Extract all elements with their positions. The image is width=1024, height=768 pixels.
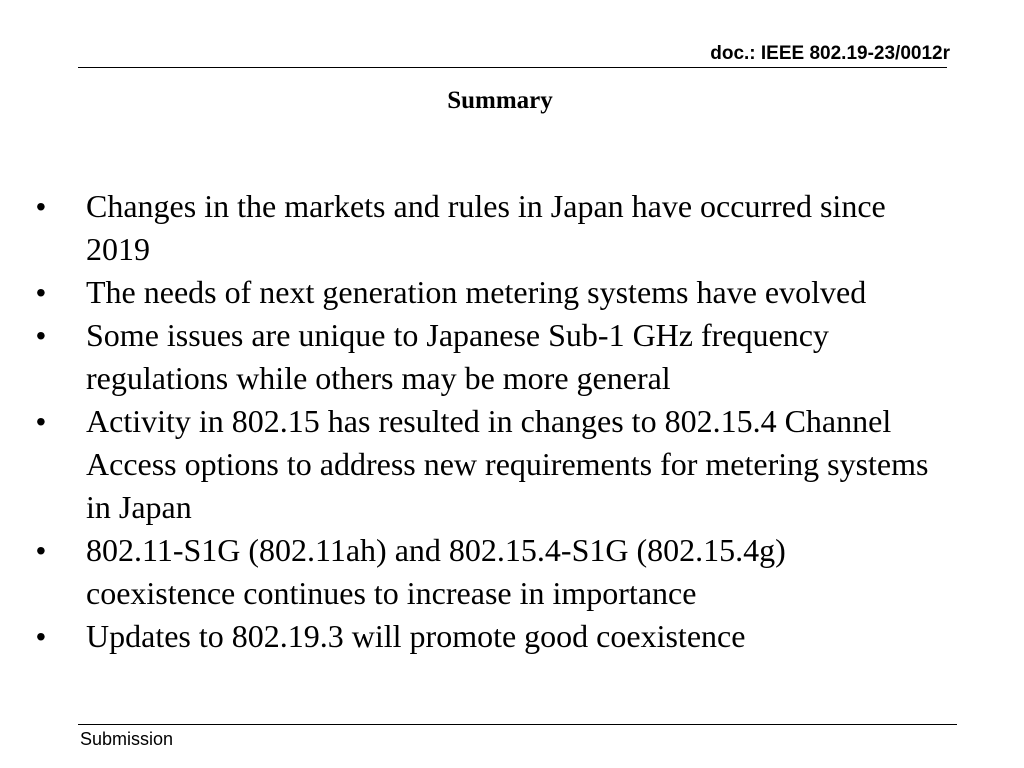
bullet-text: The needs of next generation metering systems have evolved	[86, 274, 867, 310]
slide-title: Summary	[447, 87, 553, 114]
bullet-text: Activity in 802.15 has resulted in changes to 802.15.4 Channel Access options to address new requirements for metering systems in Japan	[86, 403, 929, 525]
bullet-text: Some issues are unique to Japanese Sub-1 GHz frequency regulations while others may be more general	[86, 317, 829, 396]
bullet-item	[34, 529, 934, 615]
bullet-icon: •	[36, 320, 46, 351]
bullet-item	[34, 314, 934, 400]
bullet-item	[34, 185, 934, 271]
bullet-list	[34, 185, 934, 658]
bullet-item	[34, 400, 934, 529]
bullet-text: Updates to 802.19.3 will promote good coexistence	[86, 618, 746, 654]
document-id: doc.: IEEE 802.19-23/0012r	[710, 43, 950, 64]
bullet-text: 802.11-S1G (802.11ah) and 802.15.4-S1G (802.15.4g) coexistence continues to increase in importance	[86, 532, 786, 611]
bullet-item	[34, 271, 934, 314]
bullet-icon: •	[36, 621, 46, 652]
bullet-text: Changes in the markets and rules in Japan have occurred since 2019	[86, 188, 886, 267]
bullet-icon: •	[36, 277, 46, 308]
header-divider	[78, 67, 947, 68]
bullet-item	[34, 615, 934, 658]
bullet-icon: •	[36, 535, 46, 566]
footer-label: Submission	[80, 729, 174, 749]
bullet-icon: •	[36, 191, 46, 222]
bullet-icon: •	[36, 406, 46, 437]
footer-divider	[78, 724, 957, 725]
